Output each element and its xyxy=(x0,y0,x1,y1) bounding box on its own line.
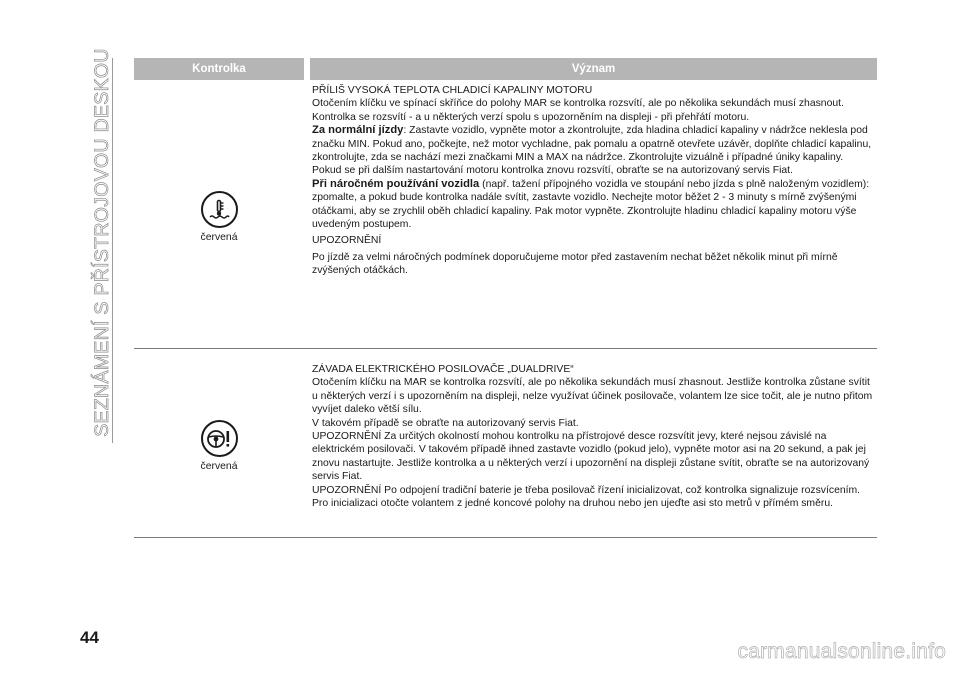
paragraph: Za normální jízdy: Zastavte vozidlo, vypněte motor a zkontrolujte, zda hladina chladicí kapaliny v nádržce neklesla pod značku MIN. Pokud ano, počkejte, než motor vychladne, pak pomalu a opatrně otevřete uzávěr, doplňte chladicí kapalinu, zkontrolujte, zda se nachází mezi značkami MIN a MAX na nádržce. Zkontrolujte vizuálně i případné úniky kapaliny. Pokud se při dalším nastartování motoru kontrolka znovu rozsvítí, obraťte se na autorizovaný servis Fiat. xyxy=(312,124,872,177)
warning-title: PŘÍLIŠ VYSOKÁ TEPLOTA CHLADICÍ KAPALINY MOTORU xyxy=(312,85,593,96)
meaning-cell xyxy=(134,349,877,537)
paragraph: Otočením klíčku ve spínací skříňce do polohy MAR se kontrolka rozsvítí, ale po několika sekundách musí zhasnout. xyxy=(312,98,844,110)
paragraph: V takovém případě se obraťte na autorizovaný servis Fiat. xyxy=(312,417,579,429)
table-row xyxy=(134,349,877,538)
bold-lead: Za normální jízdy xyxy=(312,124,404,137)
header-meaning: Význam xyxy=(310,58,877,80)
paragraph: Kontrolka se rozsvítí - a u některých verzí spolu s upozorněním na displeji - při přehřátí motoru. xyxy=(312,111,750,123)
indicator-table xyxy=(134,58,877,538)
meaning-cell xyxy=(134,80,877,348)
paragraph: Po jízdě za velmi náročných podmínek doporučujeme motor před zastavením nechat běžet několik minut při mírně zvýšených otáčkách. xyxy=(312,251,838,277)
watermark: carmanualsonline.info xyxy=(737,640,946,663)
page-number: 44 xyxy=(80,628,99,647)
warning-label: UPOZORNĚNÍ xyxy=(312,235,382,247)
bold-lead: Při náročném používání vozidla xyxy=(312,177,480,190)
side-divider xyxy=(112,58,113,443)
header-indicator: Kontrolka xyxy=(134,58,304,80)
indicator-color-label: červená xyxy=(200,232,238,243)
table-row xyxy=(134,80,877,349)
indicator-color-label: červená xyxy=(200,461,238,472)
warning-title: ZÁVADA ELEKTRICKÉHO POSILOVAČE „DUALDRIVE“ xyxy=(312,364,574,375)
paragraph: Otočením klíčku na MAR se kontrolka rozsvítí, ale po několika sekundách musí zhasnout. Jestliže kontrolka zůstane svítit u některých verzí i s upozorněním na displeji, nelze využívat účinek posilovače, volantem lze sice točit, ale je nutno přitom vyvíjet daleko větší sílu. xyxy=(312,377,873,416)
paragraph: UPOZORNĚNÍ Za určitých okolností mohou kontrolku na přístrojové desce rozsvítit jevy, které nejsou závislé na elektrickém posilovači. V takovém případě ihned zastavte vozidlo (pokud jelo), vypněte motor asi na 20 sekund, a pak jej znovu nastartujte. Jestliže kontrolka a u některých verzí i upozornění na displeji zůstane svítit, obraťte se na autorizovaný servis Fiat. xyxy=(312,431,870,483)
side-section-title: SEZNÁMENÍ S PŘÍSTROJOVOU DESKOU xyxy=(90,47,113,437)
table-header xyxy=(134,58,877,80)
paragraph: Při náročném používání vozidla (např. tažení přípojného vozidla ve stoupání nebo jízda s plně naloženým vozidlem): zpomalte, a pokud bude kontrolka nadále svítit, zastavte vozidlo. Nechejte motor běžet 2 - 3 minuty s mírně zvýšenými otáčkami, aby se zrychlil oběh chladicí kapaliny. Pak motor vypněte. Zkontrolujte hladinu chladicí kapaliny motoru výše uvedeným postupem. xyxy=(312,177,870,231)
paragraph: UPOZORNĚNÍ Po odpojení tradiční baterie je třeba posilovač řízení inicializovat, což kontrolka signalizuje rozsvícením. Pro inicializaci otočte volantem z jedné koncové polohy na druhou nebo jen ujeďte asi sto metrů v přímém směru. xyxy=(312,484,861,510)
